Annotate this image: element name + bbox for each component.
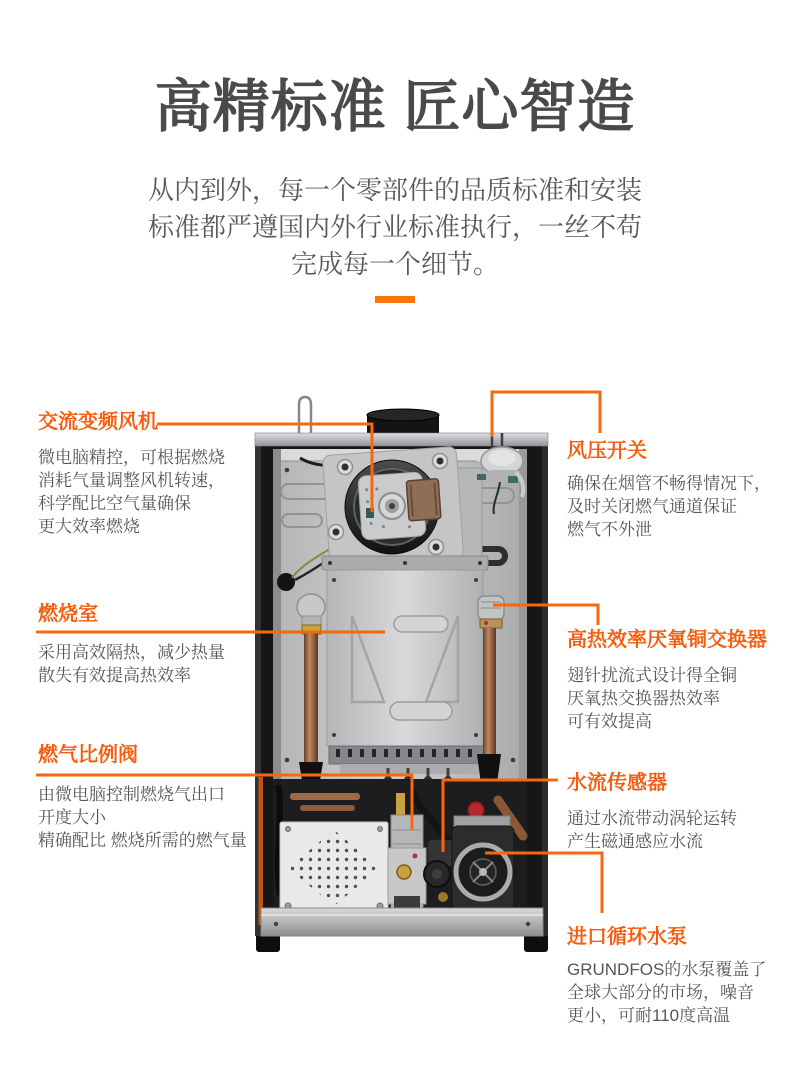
callout-combustion-body: 采用高效隔热，减少热量 散失有效提高热效率: [38, 643, 225, 685]
subtitle-line: 从内到外，每一个零部件的品质标准和安装: [147, 175, 642, 205]
callout-gas-valve-body: 由微电脑控制燃烧气出口 开度大小 精确配比 燃烧所需的燃气量: [38, 785, 247, 850]
callout-pressure-switch: [567, 438, 771, 541]
callout-pressure-switch-body: 确保在烟管不畅得情况下， 及时关闭燃气通道保证 燃气不外泄: [567, 474, 771, 539]
callout-pump-body: GRUNDFOS的水泵覆盖了 全球大部分的市场，噪音 更小，可耐110度高温: [567, 960, 767, 1025]
callout-heat-exchanger-title: 高热效率厌氧铜交换器: [567, 629, 767, 651]
leader-pressure-switch: [492, 392, 600, 437]
callout-heat-exchanger: [567, 627, 767, 733]
callout-fan-title: 交流变频风机: [38, 411, 158, 433]
callout-fan-body: 微电脑精控，可根据燃烧 消耗气量调整风机转速， 科学配比空气量确保 更大效率燃烧: [38, 448, 225, 536]
fan-assembly: [322, 446, 463, 567]
callout-pump: [567, 924, 766, 1027]
callout-combustion-title: 燃烧室: [38, 603, 98, 625]
callout-heat-exchanger-body: 翅针扰流式设计得全铜 厌氧热交换器热效率 可有效提高: [567, 666, 737, 731]
page-title: 高精标准 匠心智造: [154, 75, 636, 139]
hanger-clip: [299, 397, 311, 433]
subtitle-line: 完成每一个细节。: [290, 249, 499, 279]
callout-gas-valve-title: 燃气比例阀: [38, 744, 138, 766]
base-tray: [261, 908, 543, 936]
callout-fan: [38, 409, 225, 538]
control-box: [280, 822, 388, 913]
callout-flow-sensor-title: 水流传感器: [567, 772, 667, 794]
callout-combustion-chamber: [38, 601, 225, 687]
callout-pump-title: 进口循环水泵: [567, 926, 687, 948]
callout-gas-valve: [38, 742, 247, 852]
callout-pressure-switch-title: 风压开关: [567, 440, 647, 462]
combustion-chamber: [322, 556, 488, 746]
circulation-pump: [452, 802, 514, 910]
subtitle-line: 标准都严遵国内外行业标准执行，一丝不苟: [147, 212, 642, 242]
callout-flow-sensor: [567, 770, 737, 853]
gas-valve: [388, 815, 426, 910]
callout-flow-sensor-body: 通过水流带动涡轮运转 产生磁通感应水流: [567, 809, 737, 851]
